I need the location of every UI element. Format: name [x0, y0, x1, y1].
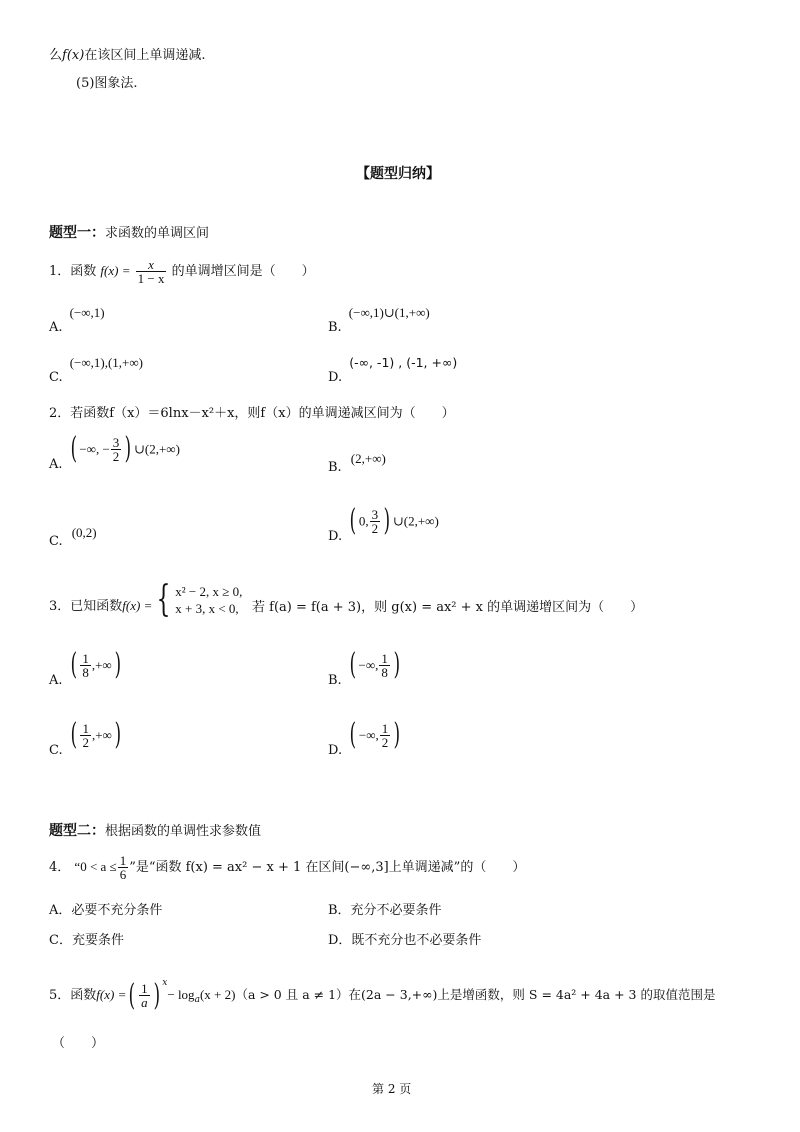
- q5-fraction: [139, 982, 150, 1009]
- q1-stem: [49, 258, 315, 285]
- q1-fraction: [136, 258, 167, 285]
- intro-line-1: [49, 47, 205, 65]
- q3-option-b[interactable]: [328, 647, 403, 688]
- q2-d-paren-open: (: [349, 503, 357, 538]
- q2-a-den: 2: [112, 448, 120, 464]
- q4-num: 4．: [49, 860, 71, 875]
- q5-log-base: a: [194, 995, 200, 1005]
- q1-tail: 的单调增区间是（ ）: [171, 264, 315, 279]
- q3-d-num: 1: [381, 720, 389, 736]
- q5-num: 5．函数: [49, 988, 97, 1003]
- intro-rest: 在该区间上单调递减.: [84, 48, 206, 63]
- q3-brace: {: [156, 579, 171, 620]
- q2-option-a[interactable]: [49, 431, 180, 472]
- q3-a-den: 8: [82, 664, 89, 680]
- q3-d-fraction: [380, 722, 391, 749]
- q3-c-num: 1: [82, 720, 89, 736]
- q5-condition: （a > 0 且 a ≠ 1）在(2a − 3,+∞)上是增函数，则 S = 4a² + 4a + 3 的取值范围是: [235, 987, 716, 1002]
- q1-option-c[interactable]: [49, 352, 143, 385]
- q4-option-b[interactable]: B．充分不必要条件: [328, 903, 442, 918]
- q3-b-paren-close: ): [393, 647, 400, 682]
- q4-stem-a: “0 < a ≤: [74, 859, 117, 874]
- q1-c-label: C.: [49, 370, 63, 385]
- q2-option-b[interactable]: [328, 448, 386, 475]
- q2-d-left: 0,: [358, 513, 369, 529]
- q3-a-label: A.: [49, 672, 63, 688]
- q1-option-a[interactable]: [49, 302, 105, 335]
- intro-line-2: (5)图象法.: [76, 76, 138, 91]
- type2-heading: [49, 822, 261, 841]
- q2-d-right: ∪(2,+∞): [392, 513, 439, 529]
- q2-option-d[interactable]: [328, 503, 439, 544]
- q5-frac-num: 1: [141, 981, 148, 996]
- q2-b-text: (2,+∞): [350, 451, 386, 466]
- q2-b-label: B.: [328, 460, 342, 475]
- q3-b-den: 8: [381, 664, 388, 680]
- q1-d-text: (-∞, -1) , (-1, +∞): [349, 355, 458, 370]
- q3-b-num: 1: [381, 650, 388, 666]
- q3-b-fraction: [379, 652, 390, 679]
- q5-stem: [49, 974, 715, 1011]
- q1-d-label: D.: [328, 370, 343, 385]
- type1-heading: [49, 224, 209, 243]
- q2-d-num: 3: [371, 506, 379, 522]
- q2-a-paren-close: ): [124, 431, 132, 466]
- q4-fraction: [118, 854, 129, 881]
- q2-c-text: (0,2): [71, 525, 97, 540]
- section-title: 【题型归纳】: [356, 166, 440, 182]
- q2-a-label: A.: [49, 456, 63, 472]
- q2-c-label: C.: [49, 534, 63, 549]
- q3-option-d[interactable]: [328, 717, 403, 758]
- q3-num: 3．已知函数: [49, 598, 123, 614]
- q4-option-c[interactable]: C．充要条件: [49, 933, 124, 948]
- q1-num: 1．函数: [49, 264, 97, 279]
- type1-text: 求函数的单调区间: [105, 226, 210, 241]
- q5-fx: f(x) =: [96, 987, 127, 1002]
- q5-paren-open: (: [128, 977, 136, 1013]
- q3-c-paren-open: (: [70, 717, 77, 752]
- q5-exponent: x: [162, 978, 168, 988]
- q4-option-d[interactable]: D．既不充分也不必要条件: [328, 933, 482, 948]
- q5-log-arg: (x + 2): [199, 987, 236, 1002]
- q3-b-label: B.: [328, 672, 342, 688]
- q1-frac-den: 1 − x: [137, 271, 165, 286]
- q4-option-a[interactable]: A．必要不充分条件: [49, 903, 163, 918]
- intro-prefix: 么: [49, 48, 63, 63]
- q3-option-a[interactable]: [49, 647, 123, 688]
- q3-c-fraction: [80, 722, 91, 749]
- q1-a-text: (−∞,1): [69, 305, 105, 320]
- q2-d-fraction: [370, 508, 381, 535]
- q3-b-paren-open: (: [349, 647, 356, 682]
- q4-stem: [49, 854, 525, 881]
- q3-a-num: 1: [82, 650, 89, 666]
- q3-case-2: x + 3, x < 0,: [175, 601, 239, 616]
- q1-frac-num: x: [136, 258, 167, 272]
- q2-d-den: 2: [371, 520, 379, 536]
- q3-b-left: −∞,: [358, 657, 379, 673]
- q2-stem: 2．若函数f（x）＝6lnx－x²＋x，则f（x）的单调递减区间为（ ）: [49, 406, 455, 421]
- q2-a-left: −∞, −: [79, 441, 110, 457]
- q1-option-b[interactable]: [328, 302, 430, 335]
- q3-d-den: 2: [381, 734, 389, 750]
- type1-label: 题型一：: [49, 225, 105, 241]
- intro-fx: f(x): [62, 48, 85, 63]
- q2-a-num: 3: [112, 434, 120, 450]
- type2-text: 根据函数的单调性求参数值: [105, 824, 262, 839]
- q3-option-c[interactable]: [49, 717, 124, 758]
- q3-c-paren-close: ): [114, 717, 121, 752]
- q3-a-right: ,+∞: [91, 657, 112, 673]
- q5-answer-paren: （ ）: [52, 1036, 105, 1051]
- q1-b-label: B.: [328, 320, 342, 335]
- q1-b-text: (−∞,1)∪(1,+∞): [348, 305, 430, 320]
- q3-tail: 若 f(a) = f(a + 3)，则 g(x) = ax² + x 的单调递增区间为（ ）: [252, 600, 644, 615]
- q3-d-label: D.: [328, 742, 343, 758]
- q3-stem: [49, 579, 243, 620]
- q3-d-paren-close: ): [393, 717, 401, 752]
- type2-label: 题型二：: [49, 823, 105, 839]
- q1-c-text: (−∞,1),(1,+∞): [69, 355, 143, 370]
- q2-d-paren-close: ): [383, 503, 391, 538]
- q3-a-fraction: [80, 652, 91, 679]
- q4-frac-num: 1: [119, 853, 127, 868]
- q3-fx: f(x) =: [122, 597, 153, 613]
- q1-option-d[interactable]: [328, 352, 458, 385]
- q1-fx: f(x) =: [100, 263, 131, 278]
- q3-case-1: x² − 2, x ≥ 0,: [175, 584, 243, 599]
- page-footer: 第 2 页: [372, 1082, 412, 1096]
- q3-cases: [175, 583, 242, 617]
- q3-d-paren-open: (: [349, 717, 357, 752]
- q3-a-paren-close: ): [114, 647, 121, 682]
- q2-a-paren-open: (: [70, 431, 77, 466]
- q2-d-label: D.: [328, 528, 343, 544]
- q5-frac-den: a: [141, 995, 148, 1010]
- q5-log: − log: [167, 987, 195, 1002]
- q2-a-right: ∪(2,+∞): [134, 441, 180, 457]
- q1-a-label: A.: [49, 320, 63, 335]
- q4-stem-b: ”是“函数 f(x) = ax² − x + 1 在区间(−∞,3]上单调递减”的（ ）: [129, 860, 526, 875]
- q2-a-fraction: [111, 436, 122, 463]
- q5-paren-close: ): [153, 977, 160, 1013]
- q3-a-paren-open: (: [70, 647, 77, 682]
- q3-c-den: 2: [82, 734, 89, 750]
- q2-option-c[interactable]: [49, 522, 97, 549]
- q4-frac-den: 6: [119, 867, 127, 882]
- q3-c-label: C.: [49, 742, 63, 758]
- q3-d-left: −∞,: [358, 727, 379, 743]
- q3-c-right: ,+∞: [91, 727, 112, 743]
